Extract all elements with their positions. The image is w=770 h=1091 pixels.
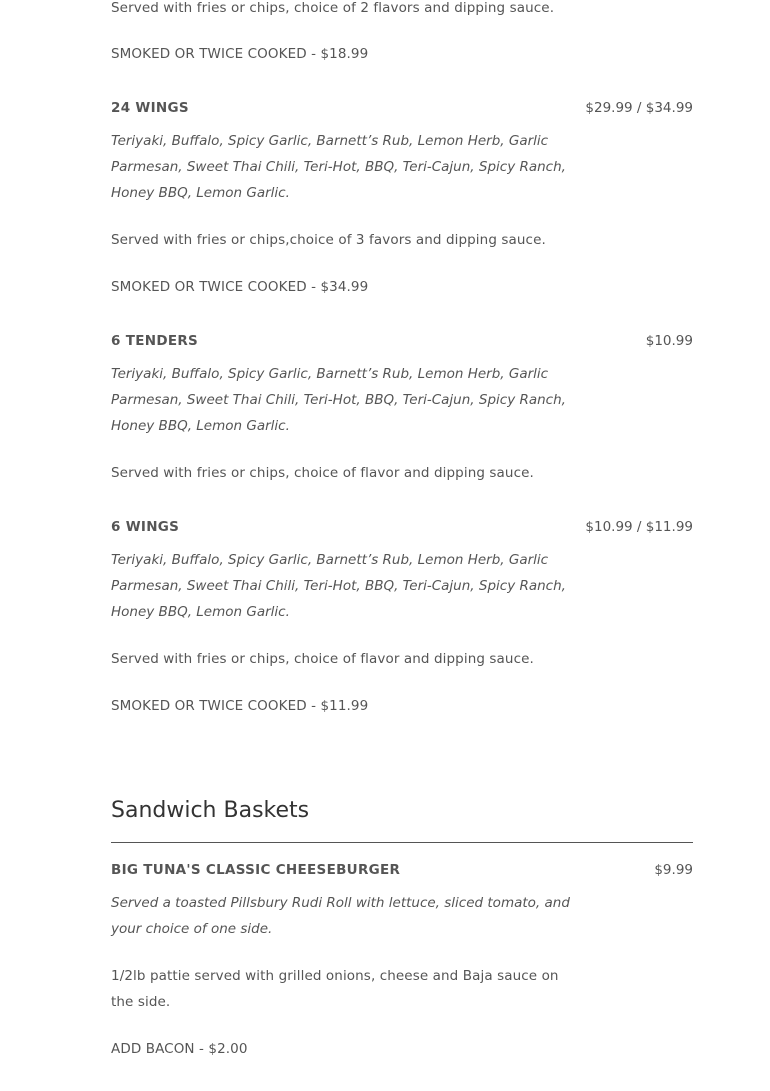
menu-item-detail: 1/2lb pattie served with grilled onions, cheese and Baja sauce on the side. [111,968,559,1010]
menu-item-name: 6 TENDERS [111,333,199,349]
menu-item-description: Teriyaki, Buffalo, Spicy Garlic, Barnett’s Rub, Lemon Herb, Garlic Parmesan, Sweet Thai Chili, Teri-Hot, BBQ, Teri-Cajun, Spicy Ranch, Honey BBQ, Lemon Garlic. [111,552,566,620]
menu-item-description: Served a toasted Pillsbury Rudi Roll with lettuce, sliced tomato, and your choice of one side. [111,895,570,937]
menu-item-description: Teriyaki, Buffalo, Spicy Garlic, Barnett’s Rub, Lemon Herb, Garlic Parmesan, Sweet Thai Chili, Teri-Hot, BBQ, Teri-Cajun, Spicy Ranch, Honey BBQ, Lemon Garlic. [111,366,566,434]
menu-item-addon: ADD BACON - $2.00 [111,1041,248,1057]
menu-item-name: BIG TUNA'S CLASSIC CHEESEBURGER [111,862,401,878]
menu-item [111,98,693,118]
menu-item-name: 24 WINGS [111,100,189,116]
menu-item-name: 6 WINGS [111,519,180,535]
menu-item-header [111,860,693,880]
smoked-price-text: SMOKED OR TWICE COOKED - $18.99 [111,46,369,62]
served-text: Served with fries or chips, choice of 2 flavors and dipping sauce. [111,0,555,16]
menu-item-header [111,331,693,351]
menu-item-served: Served with fries or chips,choice of 3 favors and dipping sauce. [111,232,546,248]
menu-item [111,860,693,880]
section-divider [111,842,693,843]
menu-item-price: $10.99 [645,333,693,349]
menu-item [111,331,693,351]
menu-item-price: $29.99 / $34.99 [585,100,693,116]
menu-item [111,517,693,537]
menu-item-description: Teriyaki, Buffalo, Spicy Garlic, Barnett’s Rub, Lemon Herb, Garlic Parmesan, Sweet Thai Chili, Teri-Hot, BBQ, Teri-Cajun, Spicy Ranch, Honey BBQ, Lemon Garlic. [111,133,566,201]
menu-item-smoked: SMOKED OR TWICE COOKED - $34.99 [111,279,369,295]
menu-item-served: Served with fries or chips, choice of flavor and dipping sauce. [111,465,534,481]
menu-item-header [111,98,693,118]
menu-item-smoked: SMOKED OR TWICE COOKED - $11.99 [111,698,369,714]
menu-item-header [111,517,693,537]
section-title: Sandwich Baskets [111,798,310,823]
menu-item-price: $10.99 / $11.99 [585,519,693,535]
menu-item-served: Served with fries or chips, choice of flavor and dipping sauce. [111,651,534,667]
menu-item-price: $9.99 [654,862,693,878]
